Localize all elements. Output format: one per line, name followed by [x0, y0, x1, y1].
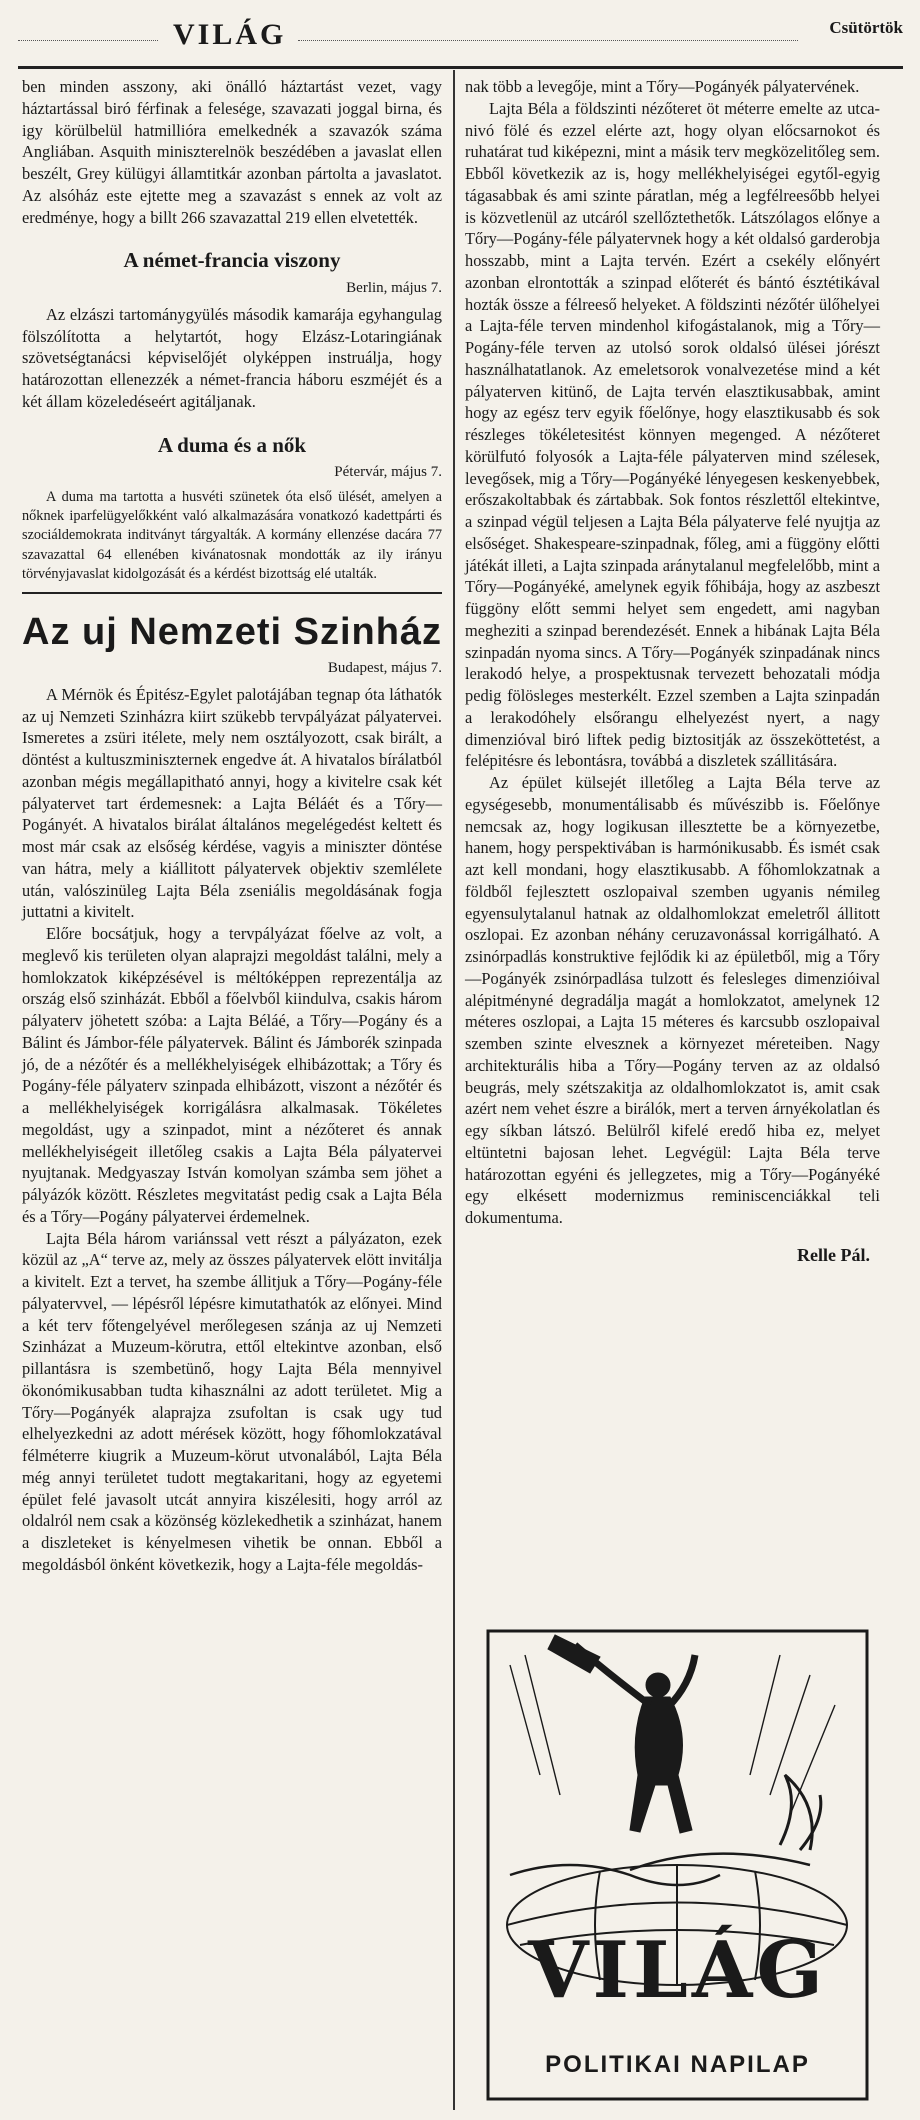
column-divider: [453, 70, 455, 2110]
article-paragraph: Lajta Béla három variánssal vett részt a pályázaton, ezek közül az „A“ terve az, mely az összes pályatervek elött invitálja a kivitelt. Ezt a tervet, ha szembe állitjuk a Tőry—Pogány-féle pályatervvel, — lépésről lépésre kimutathatók az előnyei. Mind a két terv főtengelyével merőlegesen szánja az uj Nemzeti Szinházat a Muzeum-körutra, ettől eltekintve azonban, első pillantásra is szembetünő, hogy Lajta Béla mennyivel ökonómikusabban tudta kihasználni az adott területet. Mig a Tőry—Pogányék alaprajza zsufoltan is csak ugy tud elhelyezkedni az adott mérések között, hogy főhomlokzatával félméterre kiugrik a Muzeum-körut utvonalából, Lajta Béla még annyi területet tudott megtakaritani, hogy az egyetemi épület felé javasolt utcát annyira kiszélesiti, hogy arról az oldalról nem csak a közönség közlekedhetik a szinházat, hanem a diszleteket is kényelmesen vihetik be onnan. Ebből a megoldásból önként következik, hogy a Lajta-féle megoldás-: [22, 1228, 442, 1574]
masthead-dots-right: [298, 40, 798, 41]
vilag-advertisement: [480, 1625, 875, 2105]
section-title-german-french: A német-francia viszony: [123, 248, 341, 273]
masthead: [18, 0, 903, 56]
article-paragraph: Előre bocsátjuk, hogy a tervpályázat főelve az volt, a meglevő kis területen olyan alaprajzi megoldást találni, mely a homlokzatok kiképzésével is méltóképpen reprezentálja az ország első szinházát. Ebből a főelvből kiindulva, csakis három pályaterv jöhetett szóba: a Lajta Béláé, a Tőry—Pogány és a Bálint és Jámbor-féle pályatervek. Bálint és Jámborék szinpada jó, de a nézőtér és a mellékhelyiségek elhibázottak; a Tőry és Pogány-féle pályaterv szinpada elhibázott, viszont a nézőtér és a mellékhelyiségek korrigálásra alkalmasak. Tökéletes megoldást, ugy a szinpadot, mint a nézőteret és annak mellékhelyiségeit illetőleg csakis a Lajta Béla pályatervei nyujtanak. Medgyaszay István komolyan számba sem jöhet a pályázók között. Részletes megvitatást pedig csak a Lajta Béla és a Tőry—Pogány pályatervei érdemelnek.: [22, 924, 442, 1226]
section-title-duma: A duma és a nők: [157, 432, 307, 457]
ad-title: VILÁG: [528, 1925, 827, 2016]
headline-national-theatre: Az uj Nemzeti Szinház: [22, 611, 443, 654]
dateline-budapest: Budapest, május 7.: [327, 660, 442, 677]
article-paragraph: Lajta Béla a földszinti nézőteret öt méterre emelte az utca-nivó fölé és ezzel elérte azt, hogy olyan előcsarnokot és ruhatárat tud kiképezni, mint a másik terv megközelitőleg sem. Ebből következik az is, hogy mellékhelyiségei egytől-egyig tágasabbak és ami szinte páratlan, még a legfélreesőbb helyei is közvetlenül az utcáról szellőztethetők. Látszólagos előnye a Tőry—Pogány-féle pályatervnek hogy a két oldalsó garderobja hosszabb, mint a Lajta tervén. Ezért a csekély előnyért azonban elrontották a szinpad előterét és bántó észtétikával hozták össze a félreeső helyeket. A földszinti nézőtér ülőhelyei a Lajta-féle terven mindenhol kifogástalanok, mig a Tőry—Pogány-féle terven az utolsó sorok oldalsó ülései jórészt használhatatlanok. Az emeletsorok vonalvezetése mind a két pályaterven kitünő, de Lajta tervén elasztikusabbak, amint hogy az egész terv egyik főelőnye, hogy elasztikusabb és sok részleges tökéletesitést könnyen megenged. A nézőteret körülfutó folyosók a Lajta-féle pályaterven mind szélesek, levegősek, mig a Tőry—Pogányéké lényegesen keskenyebbek, erőszakoltabbak és zártabbak. Sok fontos részlettől eltekintve, a szinpad végül teljesen a Lajta Béla pályaterve felé nyujtja az elsőséget. Shakespeare-szinpadnak, főleg, ami a függöny előtti játékát illeti, a Lajta szinpada aránytalanul megfelelőbb, mint a Tőry—Pogányéké, amelynek egyik főhibája, hogy az aszbeszt függöny előtt semmi helyet sem engedett, ami nagyban megheziti a szinpad berendezését. Ennek a hibának Lajta Béla szinpadán nyoma sincs. A Tőry—Pogányék szinpadának nincs lerakodó helye, a prospektusnak tervezett behozatali módja pedig fölösleges mesterkélt. Ezzel szemben a Lajta szinpadán a lerakodóhely elsőrangu elhelyezést nyert, a nagy dimenzióval biró liftek pedig biztositják az összeköttetést, a felépitésre és lebontásra, továbbá a diszletek szállitására.: [465, 98, 880, 771]
figure-icon: [548, 1635, 695, 1833]
right-column: [465, 76, 880, 1267]
article-paragraph: A Mérnök és Épitész-Egylet palotájában tegnap óta láthatók az uj Nemzeti Szinházra kiirt szükebb tervpályázat pályatervei. Ismeretes a zsüri itélete, mely nem osztályozott, csak birált, a döntést a kultuszminiszternek engedve át. A hivatalos bírálatból azonban mégis megállapitható annyi, hogy a kivitelre csak két pályatervet tart érdemesnek: a Lajta Béláét és a Tőry—Pogányét. A hivatalos birálat általános megelégedést keltett és most már csak az elsőség kérdése, vagyis a miniszter döntése van hátra, mely a kiállitott pályatervek objektiv szemlélete után, valószinüleg Lajta Béla zseniális megoldásának fogja juttatni a kivitelt.: [22, 684, 442, 922]
article-paragraph: nak több a levegője, mint a Tőry—Pogányék pályatervének.: [465, 77, 860, 96]
dateline-petervar: Pétervár, május 7.: [334, 464, 442, 481]
left-column: [22, 76, 442, 1576]
article-continuation: ben minden asszony, aki önálló háztartást vezet, vagy háztartással biró férfinak a felesége, szavazati joggal birna, és igy körülbelül hatmillióra emelkednék a szavazók száma Angliában. Asquith miniszterelnök beszédében a javaslat ellen beszélt, Grey külügyi államtitkár azonban pártolta a javaslatot. Az alsóház este ejtette meg a szavazást s ennek az volt az eredménye, hogy a billt 266 szavazattal 219 ellen elvetették.: [22, 77, 442, 227]
article-paragraph: Az épület külsejét illetőleg a Lajta Béla terve az egységesebb, monumentálisabb és művészibb is. Főelőnye nemcsak az, hogy logikusan illesztette be a környezetbe, hanem, hogy perspektivában is harmónikusabb. És ismét csak azt kell mondani, hogy elasztikusabb. A főhomlokzatnak a földből fejlesztett oszlopaival szemben ugyanis némileg egyensulytalanul hatnak az oldalhomlokzat emeletről állitott oszlopai. Ez azonban néhány ceruzavonással korrigálható. A zsinórpadlás konstruktive fejlődik ki az épületből, mig a Tőry—Pogányék zsinórpadlása tulzott és felesleges dimenzióival alépitményné degradálja magát a homlokzatot, amelynek 12 méteres oszlopai, a Lajta 15 méteres és karcsubb oszlopaival szemben szinte elvesznek a környezet méreteiben. Nagy architekturális hiba a Tőry—Pogány terven az az oldalsó beugrás, mely szétszakitja az oldalhomlokzatot is, amit csak azért nem vehet észre a birálók, mert a terven árnyékolatlan és egy síkban látszó. Belülről kifelé eredő hiba ez, melyet eltüntetni bajosan lehet. Legvégül: Lajta Béla terve határozottan egyéni és jellegzetes, mig a Tőry—Pogányéké egy elkésett modernizmus reminiscenciákkal teli dokumentuma.: [465, 773, 880, 1227]
masthead-title: VILÁG: [173, 18, 287, 51]
ad-illustration: [480, 1625, 875, 2105]
masthead-rule: [18, 66, 903, 69]
masthead-day: Csütörtök: [829, 18, 903, 37]
section-rule: [22, 592, 442, 594]
section-text-german-french: Az elzászi tartománygyülés második kamarája egyhangulag fölszólította a helytartót, hogy Elzász-Lotaringiának szövetségtanácsi képviselőjét olyképpen instruálja, hogy határozottan ellenezzék a német-francia háboru eszméjét és a két állam közeledéseért agitáljanak.: [22, 304, 442, 411]
ad-tagline: POLITIKAI NAPILAP: [545, 2051, 810, 2078]
section-text-duma: A duma ma tartotta a husvéti szünetek óta első ülését, amelyen a nőknek iparfelügyelőkként való alkalmazására vonatkozó kadettpárti és szociáldemokrata inditványt tárgyalták. A kormány ellenzése dacára 77 szavazattal 64 ellenében kivánatosnak mondották az ily irányu törvényjavaslat kidolgozását és a kérdést bizottság elé utalták.: [22, 489, 442, 582]
masthead-dots-left: [18, 40, 158, 41]
flame-icon: [780, 1775, 821, 1850]
dateline-berlin: Berlin, május 7.: [346, 280, 442, 296]
author-signature: Relle Pál.: [797, 1244, 870, 1265]
